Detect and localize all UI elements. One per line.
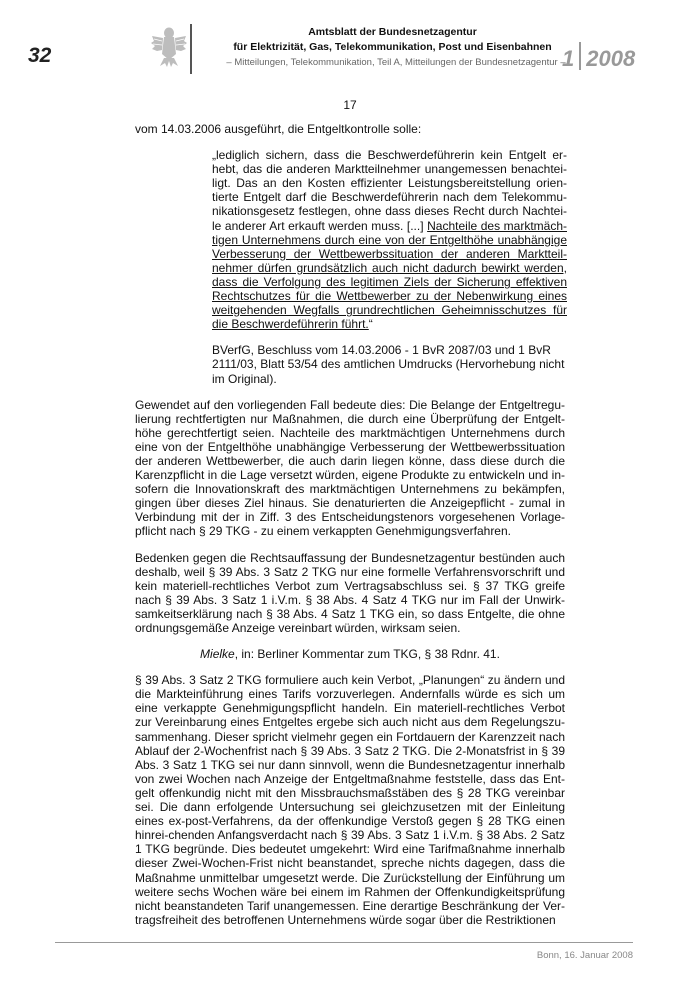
publication-subtitle: für Elektrizität, Gas, Telekommunikation, Post und Eisenbahnen (233, 41, 552, 53)
paragraph-concerns: Bedenken gegen die Rechtsauffassung der Bundesnetzagentur bestünden auch deshalb, weil § 39 Abs. 3 Satz 2 TKG nur eine formelle Verfahrensvorschrift und kein materiell-rechtliches Verbot zum Vertragsabschluss sei. § 37 TKG greife nach § 39 Abs. 3 Satz 1 i.V.m. § 38 Abs. 4 Satz 4 TKG nur im Fall der Unwirk-samkeitserklärung nach § 38 Abs. 4 Satz 1 TKG ein, so dass Entgelte, die ohne ordnungsgemäße Anzeige vereinbart würden, wirksam seien. (135, 550, 565, 635)
paragraph-application: Gewendet auf den vorliegenden Fall bedeute dies: Die Belange der Entgeltregu-lierung rechtfertigten nur Maßnahmen, die durch eine Überprüfung der Entgelt-höhe gerechtfertigt seien. Nachteile des marktmächtigen Unternehmens durch eine von der Entgelthöhe unabhängige Verbesserung der Wettbewerbssituation der anderen Wettbewerber, die auch darin liegen könne, dass diese durch die Karenzpflicht in die Lage versetzt würden, eigene Produkte zu entwickeln und in-sofern die Innovationskraft des marktmächtigen Unternehmens zu bekämpfen, gingen über dieses Ziel hinaus. Sie denaturierten die Anzeigepflicht - zumal in Verbindung mit der in Ziff. 3 des Entscheidungstenors vorgesehenen Vorlage-pflicht nach § 29 TKG - zu einem verkappten Genehmigungsverfahren. (135, 397, 565, 539)
citation-bverfg: BVerfG, Beschluss vom 14.03.2006 - 1 BvR 2087/03 und 1 BvR 2111/03, Blatt 53/54 des amtlichen Umdrucks (Hervorhebung nicht im Original). (212, 343, 565, 386)
quote-text: „lediglich sichern, dass die Beschwerdeführerin kein Entgelt er-hebt, das die anderen Marktteilnehmer unangemessen benachtei-ligt. Das an den Kosten effizienter Leistungsbereitstellung orien-tierte Entgelt darf die Beschwerdeführerin nach dem Telekommu-nikationsgesetz festlegen, ohne dass dieses Recht durch Nachtei-le anderer Art erkauft werden muss. [...] (212, 148, 567, 233)
issue-number: 1 (562, 46, 575, 71)
publication-title: Amtsblatt der Bundesnetzagentur (308, 26, 477, 38)
section-line: – Mitteilungen, Telekommunikation, Teil A, Mitteilungen der Bundesnetzagentur – (226, 57, 566, 68)
bulletin-page-number: 32 (28, 44, 52, 67)
intro-line: vom 14.03.2006 ausgeführt, die Entgeltkontrolle solle: (135, 122, 422, 136)
quote-emphasis: Nachteile des marktmäch-tigen Unternehmens durch eine von der Entgelthöhe unabhängige Verbesserung der Wettbewerbssituation der anderen Marktteil-nehmer dürfen grundsätzlich auch nicht dadurch bewirkt werden, dass die Verfolgung des legitimen Ziels der Sicherung effektiven Rechtschutzes für die Wettbewerber zu der Nebenwirkung eines weitgehenden Wegfalls grundrechtlichen Geheimnisschutzes für die Beschwerdeführerin führt. (212, 218, 567, 332)
footer-date: Bonn, 16. Januar 2008 (536, 950, 633, 961)
paragraph-section-39: § 39 Abs. 3 Satz 2 TKG formuliere auch kein Verbot, „Planungen“ zu ändern und die Markteinführung eines Tarifs vorzuverlegen. Andernfalls würde es sich um eine verkappte Genehmigungspflicht handeln. Ein materiell-rechtliches Verbot zur Vereinbarung eines Entgeltes ergebe sich auch nicht aus dem Regelungszu-sammenhang. Dieser spricht vielmehr gegen ein Fortdauern der Karenzzeit nach Ablauf der 2-Wochenfrist nach § 39 Abs. 3 Satz 2 TKG. Die 2-Monatsfrist in § 39 Abs. 3 Satz 1 TKG sei nur dann sinnvoll, wenn die Bundesnetzagentur innerhalb von zwei Wochen nach Anzeige der Entgeltmaßnahme feststelle, dass das Ent-gelt offenkundig nicht mit den Missbrauchsmaßstäben des § 28 TKG vereinbar sei. Die dann erfolgende Untersuchung sei gleichzusetzen mit der Einleitung eines ex-post-Verfahrens, da der offenkundige Verstoß gegen § 28 TKG einen hinrei-chenden Anfangsverdacht nach § 39 Abs. 3 Satz 1 i.V.m. § 38 Abs. 2 Satz 1 TKG begründe. Dies bedeutet umgekehrt: Wird eine Tarifmaßnahme innerhalb dieser Zwei-Wochen-Frist nicht beanstandet, spreche nichts dagegen, dass die Maßnahme unmittelbar umgesetzt werde. Die Zurückstellung der Einführung um weitere sechs Wochen wäre bei einem im Rahmen der Offenkundigkeitsprüfung nicht beanstandeten Tarif unangemessen. Eine derartige Beschränkung der Ver-tragsfreiheit des betroffenen Unternehmens würde sogar über die Restriktionen (135, 673, 565, 927)
document-page-number: 17 (343, 98, 357, 112)
issue-year: 2008 (586, 46, 636, 71)
header-divider (190, 24, 192, 74)
issue-label (562, 42, 635, 72)
document-body (135, 122, 565, 927)
citation-source: , in: Berliner Kommentar zum TKG, § 38 Rdnr. 41. (234, 647, 500, 662)
footer-divider (55, 942, 633, 943)
block-quote (212, 148, 567, 331)
citation-mielke (135, 647, 565, 661)
citation-author: Mielke (200, 647, 235, 662)
federal-eagle-icon (150, 24, 188, 68)
page-header (0, 0, 700, 80)
quote-close: “ (368, 317, 373, 332)
issue-divider (579, 42, 581, 70)
